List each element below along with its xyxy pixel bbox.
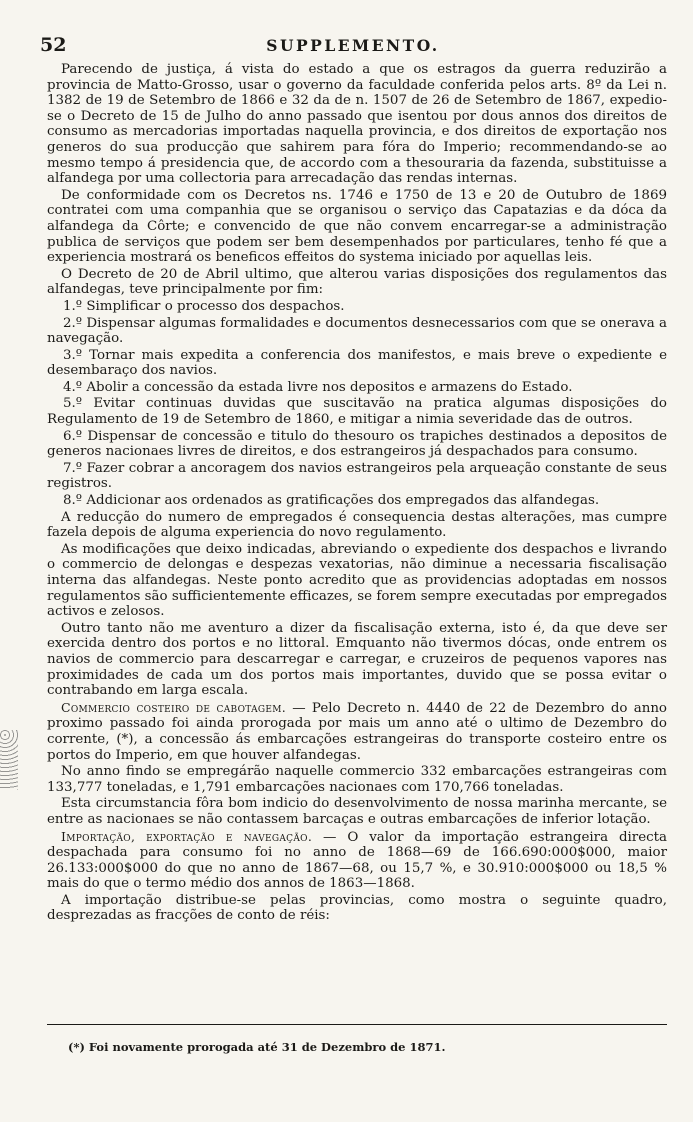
paragraph: De conformidade com os Decretos ns. 1746 e 1750 de 13 e 20 de Outubro de 1869 contratei com uma companhia que se organisou o serviço das Capatazias e da dóca da alfandega da Côrte; e convencido de que não convem encarregar-se a administração publica de serviços que podem ser bem desempenhados por particulares, tenho fé que a experiencia mostrará os beneficos effeitos do systema iniciado por aquellas leis. <box>47 187 667 266</box>
cabotagem-paragraph <box>47 700 667 763</box>
section-text: — O valor da importação estrangeira directa despachada para consumo foi no anno de 1868—69 de 166.690:000$000, maior 26.133:000$000 do que no anno de 1867—68, ou 15,7 %, e 30.910:000$000 ou 18,5 % mais do que o termo médio dos annos de 1863—1868. <box>47 829 667 892</box>
list-item: 2.º Dispensar algumas formalidades e documentos desnecessarios com que se onerava a navegação. <box>47 315 667 347</box>
list-item: 8.º Addicionar aos ordenados as gratificações dos empregados das alfandegas. <box>63 493 600 509</box>
paragraph: A importação distribue-se pelas provincias, como mostra o seguinte quadro, desprezadas as fracções de conto de réis: <box>47 892 667 924</box>
print-blemish <box>0 730 18 790</box>
page-header <box>40 34 666 56</box>
body-text <box>47 62 667 925</box>
paragraph: As modificações que deixo indicadas, abreviando o expediente dos despachos e livrando o commercio de delongas e despezas vexatorias, não diminue a necessaria fiscalisação interna das alfandegas. Neste ponto acredito que as providencias adoptadas em nossos regulamentos são sufficientemente efficazes, se forem sempre executadas por empregados activos e zelosos. <box>47 541 667 620</box>
section-heading: Importação, exportação e navegação. <box>61 828 313 844</box>
list-item: 7.º Fazer cobrar a ancoragem dos navios estrangeiros pela arqueação constante de seus registros. <box>47 460 667 492</box>
paragraph: Parecendo de justiça, á vista do estado a que os estragos da guerra reduzirão a provincia de Matto-Grosso, usar o governo da faculdade conferida pelos arts. 8º da Lei n. 1382 de 19 de Setembro de 1866 e 32 da de n. 1507 de 26 de Setembro de 1867, expedio-se o Decreto de 15 de Julho do anno passado que isentou por dous annos dos direitos de consumo as mercadorias importadas naquella provincia, e dos direitos de exportação nos generos do sua producção que sahirem para fóra do Imperio; recommendando-se ao mesmo tempo á presidencia que, de accordo com a thesouraria da fazenda, substituisse a alfandega por uma collectoria para arrecadação das rendas internas. <box>47 62 667 187</box>
paragraph: Esta circumstancia fôra bom indicio do desenvolvimento de nossa marinha mercante, se entre as nacionaes se não contassem barcaças e outras embarcações de inferior lotação. <box>47 796 667 827</box>
list-item: 3.º Tornar mais expedita a conferencia dos manifestos, e mais breve o expediente e desembaraço dos navios. <box>47 347 667 379</box>
importacao-paragraph <box>47 829 667 892</box>
paragraph: No anno findo se empregárão naquelle commercio 332 embarcações estrangeiras com 133,777 toneladas, e 1,791 embarcações nacionaes com 170,766 toneladas. <box>47 764 667 795</box>
list-item: 1.º Simplificar o processo dos despachos. <box>63 298 345 314</box>
footnote-divider <box>47 1024 667 1025</box>
list-item: 4.º Abolir a concessão da estada livre nos depositos e armazens do Estado. <box>63 379 573 395</box>
page-number: 52 <box>40 34 67 56</box>
running-title: SUPPLEMENTO. <box>266 36 440 55</box>
paragraph: O Decreto de 20 de Abril ultimo, que alterou varias disposições dos regulamentos das alfandegas, teve principalmente por fim: <box>47 266 667 298</box>
footnote: (*) Foi novamente prorogada até 31 de Dezembro de 1871. <box>68 1040 446 1054</box>
list-item: 5.º Evitar continuas duvidas que suscitavão na pratica algumas disposições do Regulamento de 19 de Setembro de 1860, e mitigar a nimia severidade das de outros. <box>47 396 667 428</box>
section-text: — Pelo Decreto n. 4440 de 22 de Dezembro do anno proximo passado foi ainda prorogada por mais um anno até o ultimo de Dezembro do corrente, (*), a concessão ás embarcações estrangeiras do transporte costeiro entre os portos do Imperio, em que houver alfandegas. <box>47 700 667 763</box>
list-item: 6.º Dispensar de concessão e titulo do thesouro os trapiches destinados a depositos de generos nacionaes livres de direitos, e dos estrangeiros já despachados para consumo. <box>47 428 667 460</box>
paragraph: A reducção do numero de empregados é consequencia destas alterações, mas cumpre fazela depois de alguma experiencia do novo regulamento. <box>47 509 667 541</box>
section-heading: Commercio costeiro de cabotagem. <box>61 699 287 715</box>
paragraph: Outro tanto não me aventuro a dizer da fiscalisação externa, isto é, da que deve ser exercida dentro dos portos e no littoral. Emquanto não tivermos dócas, onde entrem os navios de commercio para descarregar e carregar, e cruzeiros de pequenos vapores nas proximidades de cada um dos portos mais importantes, duvido que se possa evitar o contrabando em larga escala. <box>47 620 667 699</box>
